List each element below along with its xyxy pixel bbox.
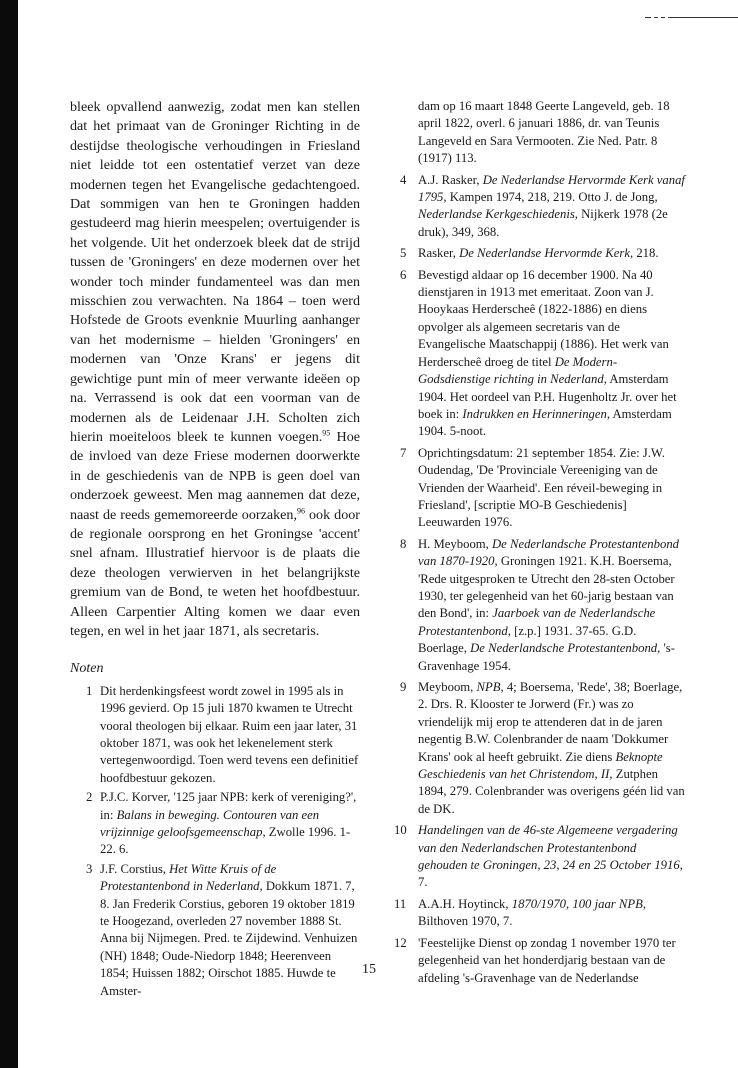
footnote-12 — [394, 935, 686, 987]
footnote-text: , Groningen 1921. K.H. Boersema, 'Rede uitgesproken te Utrecht den 28-sten October 1930, ter gelegenheid van het 60-jarig bestaan van den Bond', in: — [418, 554, 675, 621]
footnote-text: , [z.p.] 1931. 37-65. G.D. Boerlage, — [418, 623, 637, 656]
footnote-title: Indrukken en Herinneringen — [462, 406, 607, 421]
footnote-text: Oprichtingsdatum: 21 september 1854. Zie: J.W. Oudendag, 'De 'Provinciale Vereeniging van de Vrienden der Waarheid'. Een réveil-beweging in Friesland', [scriptie MO-B Geschiedenis] Leeuwarden 1976. — [418, 445, 665, 530]
footnote-title: De Nederlandsche Protestantenbond van 1870-1920 — [418, 536, 680, 569]
footnote-number: 9 — [400, 680, 407, 694]
footnote-text: , 4; Boersema, 'Rede', 38; Boerlage, 2. Drs. R. Klooster te Jorwerd (Fr.) was zo vriendelijk mij erop te attenderen dat in de jaren negentig B.W. Colenbrander de naam 'Dokkumer Krans' ook al heeft gebruikt. Zie diens — [418, 680, 683, 764]
footnote-title: Het Witte Kruis of de Protestantenbond in Nederland — [100, 861, 277, 894]
footnote-text: Bevestigd aldaar op 16 december 1900. Na 40 dienstjaren in 1913 met emeritaat. Zoon van J. Hooykaas Herderscheê (1822-1886) en diens opvolger als algemeen secretaris van de Evangelische Maatschappij (1886). Het werk van Herderscheê droeg de titel — [418, 267, 669, 369]
right-column — [394, 98, 686, 991]
footnote-title: NPB — [476, 680, 501, 694]
footnote-title: 1870/1970, 100 jaar NPB — [511, 896, 643, 911]
footnote-number: 10 — [394, 823, 407, 838]
body-text-part-1: bleek opvallend aanwezig, zodat men kan stellen dat het primaat van de Groninger Richting in de destijdse theologische verhoudingen in Friesland niet leidde tot een ostentatief verzet van deze modernen tegen het Evangelische gedachtengoed. Dat sommigen van hen te Groningen hadden gestudeerd mag hierin meespelen; overtuigender is het volgende. Uit het onderzoek bleek dat de strijd tussen de 'Groningers' en deze modernen over het wonder toch minder fundamenteel was dan men misschien zou verwachten. Na 1864 – toen werd Hofstede de Groots evenknie Muurling aanhanger van het modernisme – hielden 'Groningers' en modernen van 'Onze Krans' er jegens dit gewichtige punt min of meer verwante ideëen op na. Verrassend is ook dat een voorman van de modernen als de Leidenaar J.H. Scholten zich hierin moeiteloos bleek te kunnen voegen. — [70, 99, 360, 445]
footnote-7 — [400, 445, 686, 532]
footnote-1 — [70, 683, 360, 787]
footnote-text: , Nijkerk 1978 (2e druk), 349, 368. — [418, 207, 668, 239]
footnote-6 — [400, 267, 686, 441]
footnote-text: , Dokkum 1871. 7, 8. Jan Frederik Corstius, geboren 19 oktober 1819 te Hoogezand, overleden 27 november 1888 St. Anna bij Nijmegen. Pred. te Zijdewind. Venhuizen (NH) 1848; Oude-Niedorp 1848; Heerenveen 1854; Huissen 1882; Oirschot 1885. Huwde te Amster- — [100, 879, 358, 998]
footnote-title: Beknopte Geschiedenis van het Christendom, II — [418, 749, 663, 782]
footnote-text: Meyboom, — [418, 680, 477, 694]
footnote-number: 7 — [400, 445, 407, 460]
footnote-text: , Zwolle 1996. 1-22. 6. — [100, 825, 351, 857]
body-text-part-3: ook door de regionale oorsprong en het Groningse 'accent' snel afnam. Illustratief hiervoor is de plaats die deze theologen verwierven in het belangrijkste gremium van de Bond, te weten het hoofdbestuur. Alleen Carpentier Alting komen we daar even tegen, en wel in het jaar 1871, als secretaris. — [70, 506, 360, 639]
footnote-number: 1 — [86, 683, 93, 698]
footnote-number: 2 — [86, 790, 93, 805]
footnote-5 — [400, 245, 686, 262]
footnote-title: Jaarboek van de Nederlandsche Protestantenbond — [418, 606, 656, 638]
scan-binding-edge — [0, 0, 18, 1068]
footnote-4 — [400, 172, 686, 242]
body-paragraph — [70, 98, 360, 641]
footnote-text: , 7. — [418, 858, 683, 890]
footnote-number: 5 — [400, 246, 407, 261]
footnote-text: , Amsterdam 1904. 5-noot. — [418, 406, 672, 439]
page-number: 15 — [362, 962, 376, 977]
footnote-text: A.A.H. Hoytinck, — [418, 896, 512, 911]
footnote-title: De Nederlandse Hervormde Kerk — [459, 246, 630, 261]
notes-list-left — [70, 683, 360, 1000]
footnote-text: , Zutphen 1894, 279. Colenbrander was overigens géén lid van de DK. — [418, 767, 685, 816]
footnote-number: 11 — [394, 896, 407, 911]
footnote-10 — [394, 822, 686, 892]
footnote-title: De Nederlandsche Protestantenbond — [470, 641, 658, 656]
footnote-text: Dit herdenkingsfeest wordt zowel in 1995 als in 1996 gevierd. Op 15 juli 1870 kwamen te Utrecht vooral theologen bij elkaar. Ruim een jaar later, 31 oktober 1871, was ook het lekenelement sterk vertegenwoordigd. Toen werd tevens een definitief hoofdbestuur gekozen. — [100, 683, 359, 785]
notes-heading: Noten — [70, 661, 104, 677]
footnote-number: 3 — [86, 861, 93, 876]
footnote-text: J.F. Corstius, — [100, 861, 170, 876]
footnote-text: , Amsterdam 1904. Het oordeel van P.H. Hugenholtz Jr. over het boek in: — [418, 372, 677, 421]
footnote-number: 8 — [400, 536, 407, 551]
footnote-title: De Modern-Godsdienstige richting in Nederland — [418, 354, 618, 387]
footnote-text: , 's-Gravenhage 1954. — [418, 641, 675, 673]
footnote-title: Balans in beweging. Contouren van een vrijzinnige geloofsgemeenschap — [100, 807, 320, 840]
footnote-number: 6 — [400, 267, 407, 282]
footnote-text: Rasker, — [418, 246, 460, 261]
footnote-2 — [70, 789, 360, 859]
footnote-ref-95: 95 — [322, 428, 331, 438]
footnote-text: , Kampen 1974, 218, 219. Otto J. de Jong, — [443, 190, 658, 205]
left-column — [70, 98, 360, 1002]
notes-list-right — [394, 172, 686, 987]
footnote-text: H. Meyboom, — [418, 536, 493, 551]
footnote-ref-96: 96 — [296, 505, 305, 515]
note-3-continued: dam op 16 maart 1848 Geerte Langeveld, geb. 18 april 1822, overl. 6 januari 1886, dr. van Teunis Langeveld en Sara Vermooten. Zie Ned. Patr. 8 (1917) 113. — [418, 99, 670, 166]
footnote-number: 4 — [400, 172, 407, 187]
footnote-text: P.J.C. Korver, '125 jaar NPB: kerk of vereniging?', in: — [100, 790, 357, 822]
footnote-8 — [400, 536, 686, 675]
footnote-9 — [400, 679, 686, 818]
footnote-text: , 218. — [629, 246, 659, 261]
footnote-title: Handelingen van de 46-ste Algemeene vergadering van den Nederlandschen Protestantenbond gehouden te Groningen, 23, 24 en 25 October 1916 — [418, 823, 680, 873]
footnote-3 — [70, 861, 360, 1000]
body-text-part-2: Hoe de invloed van deze Friese modernen doorwerkte in de geschiedenis van de NPB is geen doel van onderzoek geweest. Men mag aannemen dat deze, naast de reeds gememoreerde oorzaken, — [70, 428, 360, 523]
footnote-number: 12 — [394, 935, 407, 950]
footnote-text: , Bilthoven 1970, 7. — [418, 896, 647, 929]
footnote-text: 'Feestelijke Dienst op zondag 1 november 1970 ter gelegenheid van het honderdjarig bestaan van de afdeling 's-Gravenhage van de Nederlandse — [418, 935, 676, 985]
footnote-11 — [394, 896, 686, 931]
top-rule — [645, 17, 738, 18]
footnote-title: De Nederlandse Hervormde Kerk vanaf 1795 — [418, 172, 685, 205]
footnote-title: Nederlandse Kerkgeschiedenis — [418, 207, 575, 222]
footnote-text: A.J. Rasker, — [418, 172, 483, 187]
